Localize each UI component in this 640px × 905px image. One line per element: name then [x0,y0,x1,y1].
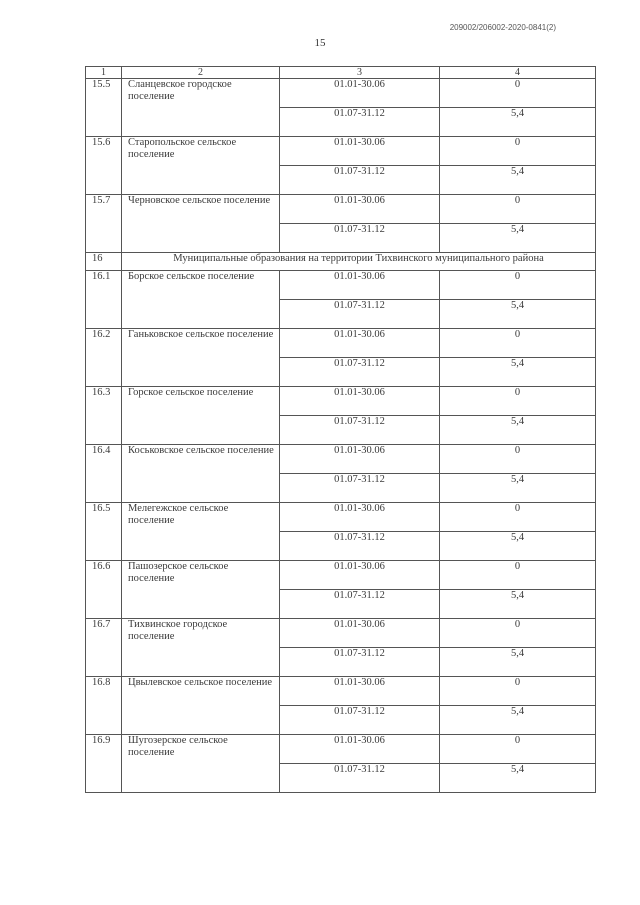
municipality-name: Коськовское сельское поселение [122,445,280,503]
period-cell: 01.07-31.12 [280,416,440,445]
row-number: 16.5 [86,503,122,561]
municipality-name: Шугозерское сельское поселение [122,735,280,793]
row-number: 16.3 [86,387,122,445]
period-cell: 01.01-30.06 [280,137,440,166]
rate-cell: 5,4 [440,474,596,503]
rate-cell: 5,4 [440,648,596,677]
row-number: 16.4 [86,445,122,503]
period-cell: 01.01-30.06 [280,735,440,764]
section-row [86,253,596,271]
row-number: 16.6 [86,561,122,619]
row-number: 15.6 [86,137,122,195]
period-cell: 01.07-31.12 [280,358,440,387]
column-header: 2 [122,67,280,79]
table-row [86,619,596,648]
period-cell: 01.07-31.12 [280,224,440,253]
section-number: 16 [86,253,122,271]
municipality-name: Тихвинское городское поселение [122,619,280,677]
page-number: 15 [314,37,326,49]
period-cell: 01.01-30.06 [280,271,440,300]
period-cell: 01.07-31.12 [280,108,440,137]
column-header: 3 [280,67,440,79]
rate-cell: 5,4 [440,416,596,445]
table-row [86,137,596,166]
rate-cell: 5,4 [440,590,596,619]
rate-cell: 5,4 [440,108,596,137]
rate-cell: 0 [440,79,596,108]
rate-cell: 0 [440,503,596,532]
period-cell: 01.01-30.06 [280,619,440,648]
table-row [86,561,596,590]
table-row [86,677,596,706]
municipality-name: Старопольское сельское поселение [122,137,280,195]
period-cell: 01.01-30.06 [280,387,440,416]
rate-cell: 0 [440,387,596,416]
municipality-name: Черновское сельское поселение [122,195,280,253]
period-cell: 01.01-30.06 [280,677,440,706]
municipality-name: Мелегежское сельское поселение [122,503,280,561]
row-number: 15.5 [86,79,122,137]
table-row [86,445,596,474]
period-cell: 01.07-31.12 [280,166,440,195]
row-number: 16.2 [86,329,122,387]
row-number: 16.8 [86,677,122,735]
row-number: 16.9 [86,735,122,793]
rate-cell: 0 [440,561,596,590]
period-cell: 01.01-30.06 [280,445,440,474]
rate-cell: 0 [440,445,596,474]
rate-cell: 5,4 [440,300,596,329]
rate-cell: 5,4 [440,224,596,253]
table-row [86,503,596,532]
row-number: 16.7 [86,619,122,677]
period-cell: 01.07-31.12 [280,764,440,793]
table-row [86,387,596,416]
period-cell: 01.07-31.12 [280,300,440,329]
rate-cell: 5,4 [440,358,596,387]
document-code: 209002/206002-2020-0841(2) [449,23,556,32]
column-header: 1 [86,67,122,79]
table-row [86,329,596,358]
column-header: 4 [440,67,596,79]
rate-cell: 5,4 [440,166,596,195]
rate-cell: 5,4 [440,764,596,793]
period-cell: 01.07-31.12 [280,590,440,619]
municipality-name: Сланцевское городское поселение [122,79,280,137]
rate-cell: 0 [440,677,596,706]
period-cell: 01.01-30.06 [280,329,440,358]
period-cell: 01.07-31.12 [280,474,440,503]
table-row [86,271,596,300]
table-row [86,195,596,224]
rate-cell: 0 [440,735,596,764]
period-cell: 01.07-31.12 [280,532,440,561]
rate-cell: 0 [440,195,596,224]
period-cell: 01.07-31.12 [280,706,440,735]
row-number: 16.1 [86,271,122,329]
rate-cell: 0 [440,329,596,358]
row-number: 15.7 [86,195,122,253]
period-cell: 01.01-30.06 [280,79,440,108]
rate-cell: 5,4 [440,532,596,561]
rate-cell: 5,4 [440,706,596,735]
rate-cell: 0 [440,137,596,166]
municipality-name: Борское сельское поселение [122,271,280,329]
rates-table-body [86,67,596,793]
section-title: Муниципальные образования на территории Тихвинского муниципального района [122,253,596,271]
table-row [86,735,596,764]
rates-table [85,66,596,793]
rate-cell: 0 [440,271,596,300]
period-cell: 01.01-30.06 [280,503,440,532]
municipality-name: Ганьковское сельское поселение [122,329,280,387]
municipality-name: Цвылевское сельское поселение [122,677,280,735]
period-cell: 01.01-30.06 [280,195,440,224]
period-cell: 01.07-31.12 [280,648,440,677]
column-header-row [86,67,596,79]
rate-cell: 0 [440,619,596,648]
table-row [86,79,596,108]
municipality-name: Пашозерское сельское поселение [122,561,280,619]
period-cell: 01.01-30.06 [280,561,440,590]
municipality-name: Горское сельское поселение [122,387,280,445]
